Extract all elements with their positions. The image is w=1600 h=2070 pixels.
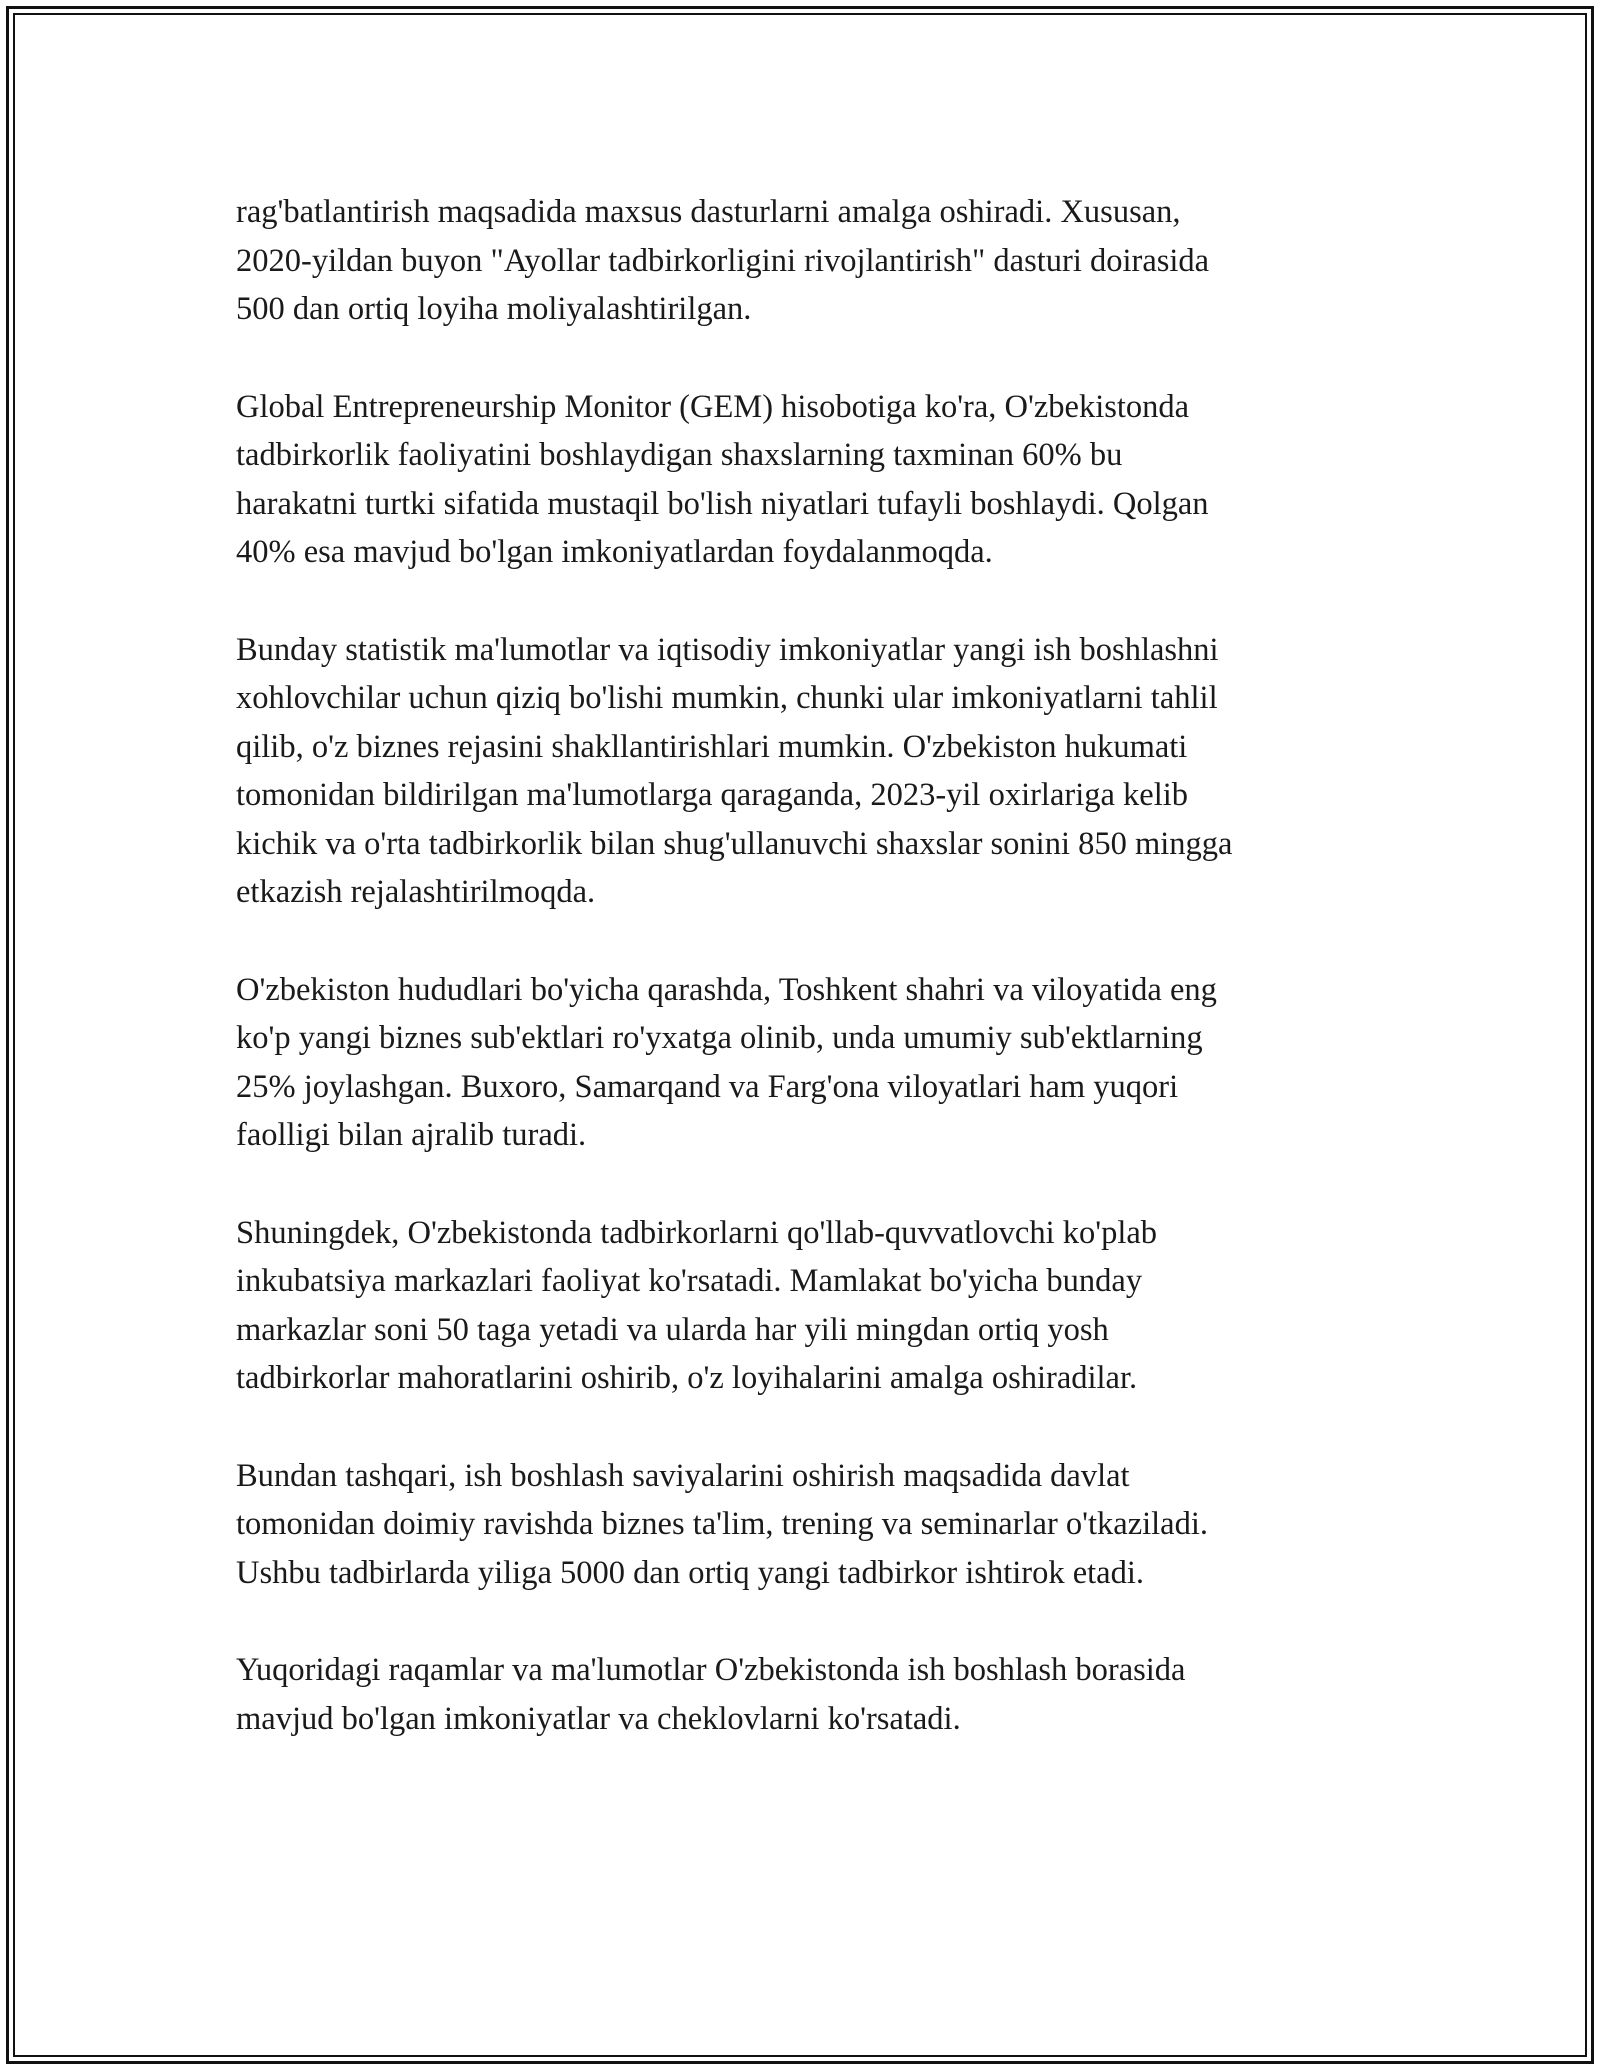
text-line: Yuqoridagi raqamlar va ma'lumotlar O'zbekistonda ish boshlash borasida <box>236 1652 1186 1688</box>
paragraph <box>236 188 1372 334</box>
paragraph <box>236 1646 1372 1743</box>
text-line: Shuningdek, O'zbekistonda tadbirkorlarni qo'llab-quvvatlovchi ko'plab <box>236 1214 1158 1251</box>
text-line: Bunday statistik ma'lumotlar va iqtisodiy imkoniyatlar yangi ish boshlashni <box>236 631 1219 668</box>
text-line: Global Entrepreneurship Monitor (GEM) hisobotiga ko'ra, O'zbekistonda <box>236 388 1190 425</box>
text-line: ko'p yangi biznes sub'ektlari ro'yxatga olinib, unda umumiy sub'ektlarning <box>236 1020 1203 1056</box>
text-line: inkubatsiya markazlari faoliyat ko'rsatadi. Mamlakat bo'yicha bunday <box>236 1263 1143 1299</box>
paragraph <box>236 966 1372 1160</box>
paragraph <box>236 1452 1372 1598</box>
text-line: O'zbekiston hududlari bo'yicha qarashda, Toshkent shahri va viloyatida eng <box>236 971 1217 1008</box>
text-line: Bundan tashqari, ish boshlash saviyalarini oshirish maqsadida davlat <box>236 1457 1130 1494</box>
text-line: tadbirkorlar mahoratlarini oshirib, o'z loyihalarini amalga oshiradilar. <box>236 1360 1138 1396</box>
document-body <box>236 188 1372 1792</box>
text-line: qilib, o'z biznes rejasini shakllantirishlari mumkin. O'zbekiston hukumati <box>236 728 1188 765</box>
text-line: tomonidan doimiy ravishda biznes ta'lim, trening va seminarlar o'tkaziladi. <box>236 1506 1209 1542</box>
text-line: harakatni turtki sifatida mustaqil bo'lish niyatlari tufayli boshlaydi. Qolgan <box>236 485 1209 522</box>
text-line: tomonidan bildirilgan ma'lumotlarga qaraganda, 2023-yil oxirlariga kelib <box>236 777 1189 813</box>
text-line: 2020-yildan buyon "Ayollar tadbirkorligini rivojlantirish" dasturi doirasida <box>236 242 1210 279</box>
text-line: markazlar soni 50 taga yetadi va ularda har yili mingdan ortiq yosh <box>236 1311 1109 1348</box>
paragraph <box>236 383 1372 577</box>
text-line: 25% joylashgan. Buxoro, Samarqand va Farg'ona viloyatlari ham yuqori <box>236 1068 1179 1105</box>
text-line: 40% esa mavjud bo'lgan imkoniyatlardan foydalanmoqda. <box>236 534 993 570</box>
paragraph <box>236 626 1372 917</box>
text-line: 500 dan ortiq loyiha moliyalashtirilgan. <box>236 291 752 327</box>
paragraph <box>236 1209 1372 1403</box>
text-line: faolligi bilan ajralib turadi. <box>236 1117 587 1153</box>
text-line: rag'batlantirish maqsadida maxsus dasturlarni amalga oshiradi. Xususan, <box>236 194 1181 230</box>
text-line: kichik va o'rta tadbirkorlik bilan shug'ullanuvchi shaxslar sonini 850 mingga <box>236 825 1233 862</box>
text-line: etkazish rejalashtirilmoqda. <box>236 874 596 910</box>
text-line: Ushbu tadbirlarda yiliga 5000 dan ortiq yangi tadbirkor ishtirok etadi. <box>236 1554 1145 1591</box>
text-line: xohlovchilar uchun qiziq bo'lishi mumkin, chunki ular imkoniyatlarni tahlil <box>236 680 1218 716</box>
text-line: tadbirkorlik faoliyatini boshlaydigan shaxslarning taxminan 60% bu <box>236 437 1123 473</box>
text-line: mavjud bo'lgan imkoniyatlar va cheklovlarni ko'rsatadi. <box>236 1700 961 1737</box>
